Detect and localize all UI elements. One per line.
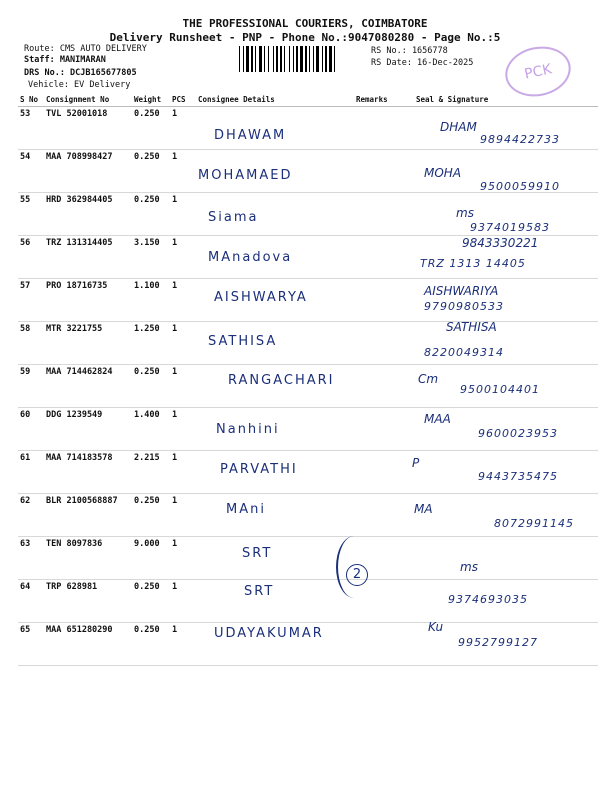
consignee-name-handwritten: RANGACHARI	[228, 373, 335, 388]
table-row	[18, 537, 598, 580]
phone-handwritten: 9500104401	[460, 383, 540, 396]
page-title: THE PROFESSIONAL COURIERS, COIMBATORE	[182, 17, 428, 30]
cell-consignee	[196, 580, 354, 623]
cell-pcs: 1	[170, 193, 196, 236]
cell-pcs: 1	[170, 451, 196, 494]
col-consignment: Consignment No	[44, 93, 132, 107]
cell-weight: 1.400	[132, 408, 170, 451]
col-pcs: PCS	[170, 93, 196, 107]
barcode-icon	[239, 46, 367, 72]
cell-remarks	[354, 236, 414, 279]
circled-number: 2	[346, 564, 368, 586]
signature-handwritten: ms	[456, 206, 474, 220]
cell-consignment: TRZ 131314405	[44, 236, 132, 279]
consignee-name-handwritten: DHAWAM	[214, 128, 287, 143]
cell-weight: 1.250	[132, 322, 170, 365]
cell-sno: 58	[18, 322, 44, 365]
phone-handwritten: 8220049314	[424, 346, 504, 359]
cell-pcs: 1	[170, 365, 196, 408]
drs-number: DRS No.: DCJB165677805	[24, 68, 137, 78]
cell-sno: 59	[18, 365, 44, 408]
cell-signature	[414, 494, 598, 537]
phone-handwritten: 9790980533	[424, 300, 504, 313]
signature-handwritten: ms	[460, 560, 478, 574]
cell-sno: 65	[18, 623, 44, 666]
signature-handwritten: MA	[414, 502, 433, 516]
consignee-name-handwritten: AISHWARYA	[214, 290, 308, 305]
cell-weight: 0.250	[132, 150, 170, 193]
consignee-name-handwritten: MOHAMAED	[198, 168, 293, 183]
cell-consignment: TVL 52001018	[44, 107, 132, 150]
cell-consignee	[196, 537, 354, 580]
cell-sno: 64	[18, 580, 44, 623]
table-row	[18, 494, 598, 537]
cell-sno: 56	[18, 236, 44, 279]
cell-consignment: MAA 651280290	[44, 623, 132, 666]
cell-pcs: 1	[170, 537, 196, 580]
cell-consignment: MAA 714183578	[44, 451, 132, 494]
phone-handwritten: 9500059910	[480, 180, 560, 193]
cell-sno: 54	[18, 150, 44, 193]
vehicle-label: Vehicle: EV Delivery	[28, 80, 131, 90]
phone-handwritten: 9894422733	[480, 133, 560, 146]
cell-pcs: 1	[170, 494, 196, 537]
route-label: Route: CMS AUTO DELIVERY	[24, 44, 147, 54]
consignee-name-handwritten: UDAYAKUMAR	[214, 626, 324, 641]
cell-weight: 9.000	[132, 537, 170, 580]
phone-handwritten: 9443735475	[478, 470, 558, 483]
signature-handwritten: 9843330221	[462, 236, 539, 250]
cell-remarks	[354, 408, 414, 451]
cell-weight: 3.150	[132, 236, 170, 279]
signature-handwritten: MOHA	[424, 166, 462, 180]
cell-pcs: 1	[170, 150, 196, 193]
phone-handwritten: 8072991145	[494, 517, 574, 530]
cell-weight: 0.250	[132, 365, 170, 408]
cell-weight: 0.250	[132, 580, 170, 623]
table-row	[18, 322, 598, 365]
cell-sno: 63	[18, 537, 44, 580]
cell-pcs: 1	[170, 580, 196, 623]
cell-consignment: BLR 2100568887	[44, 494, 132, 537]
cell-consignee	[196, 494, 354, 537]
page-subtitle: Delivery Runsheet - PNP - Phone No.:9047080280 - Page No.:5	[109, 31, 501, 44]
cell-remarks	[354, 193, 414, 236]
cell-remarks	[354, 107, 414, 150]
cell-consignment: MAA 708998427	[44, 150, 132, 193]
cell-weight: 2.215	[132, 451, 170, 494]
cell-weight: 0.250	[132, 193, 170, 236]
cell-remarks	[354, 494, 414, 537]
cell-consignment: MTR 3221755	[44, 322, 132, 365]
cell-consignment: TRP 628981	[44, 580, 132, 623]
consignee-name-handwritten: SATHISA	[208, 334, 278, 349]
cell-consignment: MAA 714462824	[44, 365, 132, 408]
phone-handwritten: TRZ 1313 14405	[420, 257, 526, 270]
cell-remarks	[354, 279, 414, 322]
cell-sno: 53	[18, 107, 44, 150]
cell-sno: 60	[18, 408, 44, 451]
col-sno: S No	[18, 93, 44, 107]
cell-sno: 62	[18, 494, 44, 537]
signature-handwritten: SATHISA	[446, 320, 497, 334]
consignee-name-handwritten: Siama	[208, 210, 259, 225]
cell-weight: 1.100	[132, 279, 170, 322]
table-header-row	[18, 93, 598, 107]
consignee-name-handwritten: MAni	[226, 502, 266, 517]
consignee-name-handwritten: SRT	[242, 546, 273, 561]
cell-remarks	[354, 322, 414, 365]
signature-handwritten: P	[412, 456, 420, 470]
cell-consignment: PRO 18716735	[44, 279, 132, 322]
phone-handwritten: 9600023953	[478, 427, 558, 440]
cell-remarks	[354, 150, 414, 193]
col-signature: Seal & Signature	[414, 93, 598, 107]
col-consignee: Consignee Details	[196, 93, 354, 107]
consignee-name-handwritten: MAnadova	[208, 250, 293, 265]
cell-pcs: 1	[170, 623, 196, 666]
cell-consignment: TEN 8097836	[44, 537, 132, 580]
rs-date: RS Date: 16-Dec-2025	[371, 58, 474, 68]
signature-handwritten: Cm	[418, 372, 439, 386]
cell-weight: 0.250	[132, 494, 170, 537]
phone-handwritten: 9374019583	[470, 221, 550, 234]
cell-signature	[414, 537, 598, 580]
phone-handwritten: 9952799127	[458, 636, 538, 649]
cell-remarks	[354, 623, 414, 666]
cell-weight: 0.250	[132, 107, 170, 150]
consignee-name-handwritten: Nanhini	[216, 422, 280, 437]
table-row	[18, 279, 598, 322]
signature-handwritten: DHAM	[440, 120, 477, 134]
cell-sno: 55	[18, 193, 44, 236]
cell-remarks	[354, 451, 414, 494]
cell-remarks	[354, 365, 414, 408]
cell-pcs: 1	[170, 107, 196, 150]
phone-handwritten: 9374693035	[448, 593, 528, 606]
col-weight: Weight	[132, 93, 170, 107]
cell-consignment: DDG 1239549	[44, 408, 132, 451]
staff-label: Staff: MANIMARAN	[24, 55, 106, 65]
office-stamp: PCK	[501, 41, 576, 103]
signature-handwritten: Ku	[428, 620, 444, 634]
cell-pcs: 1	[170, 279, 196, 322]
col-remarks: Remarks	[354, 93, 414, 107]
consignee-name-handwritten: PARVATHI	[220, 462, 298, 477]
cell-weight: 0.250	[132, 623, 170, 666]
rs-number: RS No.: 1656778	[371, 46, 448, 56]
cell-pcs: 1	[170, 322, 196, 365]
signature-handwritten: MAA	[424, 412, 451, 426]
cell-pcs: 1	[170, 408, 196, 451]
cell-sno: 57	[18, 279, 44, 322]
cell-pcs: 1	[170, 236, 196, 279]
cell-sno: 61	[18, 451, 44, 494]
consignee-name-handwritten: SRT	[244, 584, 275, 599]
cell-consignment: HRD 362984405	[44, 193, 132, 236]
signature-handwritten: AISHWARIYA	[424, 284, 499, 298]
